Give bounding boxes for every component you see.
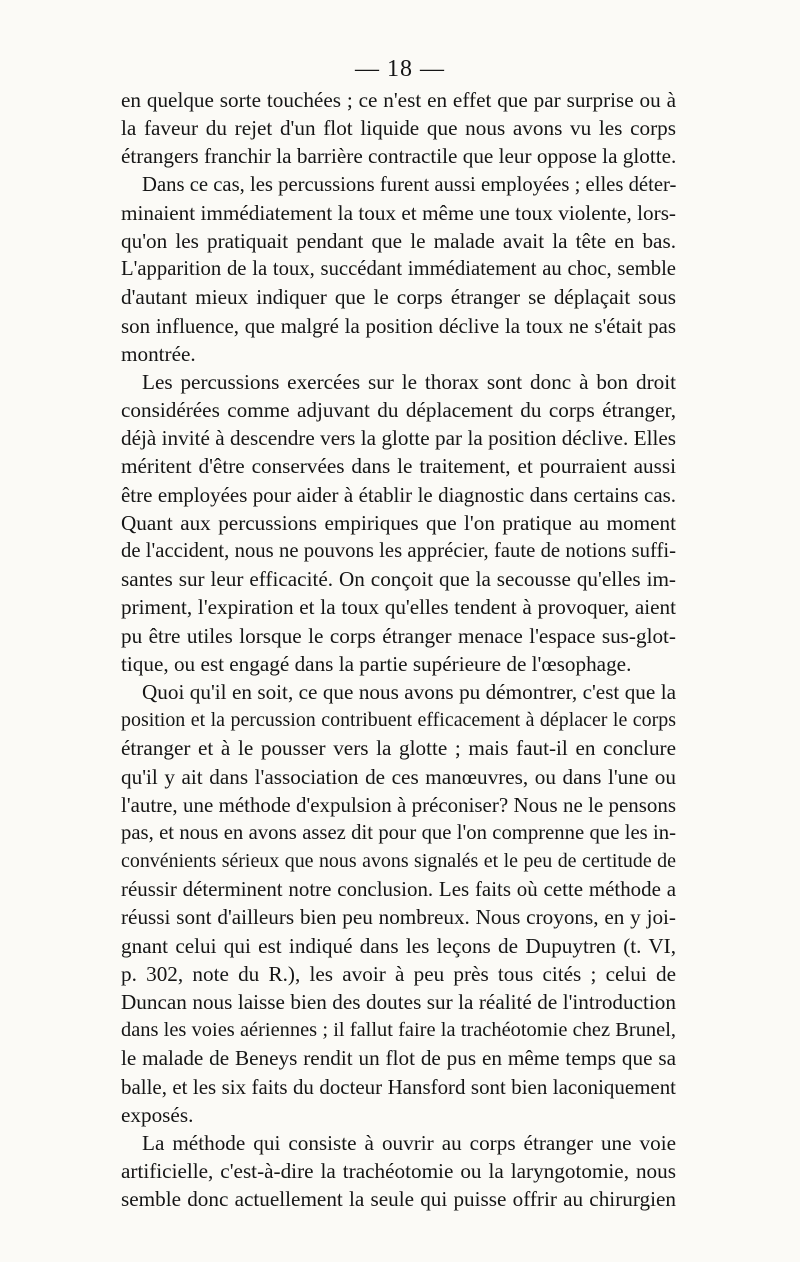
page-number: — 18 — [355, 56, 445, 82]
text-line: position et la percussion contribuent efficacement à déplacer le corps [121, 709, 676, 732]
text-line: la faveur du rejet d'un flot liquide que nous avons vu les corps [121, 116, 676, 141]
text-line: réussir déterminent notre conclusion. Les faits où cette méthode a [121, 877, 676, 902]
text-line: minaient immédiatement la toux et même une toux violente, lors- [121, 200, 676, 225]
text-line: convénients sérieux que nous avons signalés et le peu de certitude de [121, 850, 676, 873]
text-line: Dans ce cas, les percussions furent aussi employées ; elles déter- [142, 173, 677, 196]
text-line: santes sur leur efficacité. On conçoit que la secousse qu'elles im- [121, 567, 676, 592]
text-line: méritent d'être conservées dans le traitement, et pourraient aussi [121, 454, 676, 479]
text-line: semble donc actuellement la seule qui puisse offrir au chirurgien [121, 1187, 676, 1212]
text-line: qu'il y ait dans l'association de ces manœuvres, ou dans l'une ou [121, 764, 676, 789]
text-line: pu être utiles lorsque le corps étranger menace l'espace sus-glot- [121, 623, 676, 648]
text-line: L'apparition de la toux, succédant immédiatement au choc, semble [121, 258, 676, 281]
text-line: p. 302, note du R.), les avoir à peu près tous cités ; celui de [121, 961, 676, 986]
text-line: l'autre, une méthode d'expulsion à préconiser? Nous ne le pensons [121, 792, 676, 817]
text-line: étranger et à le pousser vers la glotte ; mais faut-il en conclure [121, 736, 676, 761]
text-line: étrangers franchir la barrière contractile que leur oppose la glotte. [121, 144, 677, 169]
text-line: artificielle, c'est-à-dire la trachéotomie ou la laryngotomie, nous [121, 1159, 676, 1184]
text-line: considérées comme adjuvant du déplacement du corps étranger, [121, 398, 676, 423]
text-line: le malade de Beneys rendit un flot de pus en même temps que sa [121, 1046, 676, 1071]
text-line: pas, et nous en avons assez dit pour que l'on comprenne que les in- [121, 821, 676, 844]
text-line: exposés. [121, 1102, 194, 1127]
text-line: être employées pour aider à établir le diagnostic dans certains cas. [121, 482, 676, 507]
body-text [121, 86, 676, 1214]
text-line: La méthode qui consiste à ouvrir au corps étranger une voie [142, 1130, 676, 1155]
text-line: priment, l'expiration et la toux qu'elles tendent à provoquer, aient [121, 595, 676, 620]
text-line: balle, et les six faits du docteur Hansford sont bien laconiquement [121, 1074, 676, 1099]
text-line: Duncan nous laisse bien des doutes sur la réalité de l'introduction [121, 990, 676, 1014]
text-line: qu'on les pratiquait pendant que le malade avait la tête en bas. [121, 228, 676, 253]
text-line: d'autant mieux indiquer que le corps étranger se déplaçait sous [121, 285, 676, 310]
text-line: son influence, que malgré la position déclive la toux ne s'était pas [121, 313, 676, 338]
text-line: montrée. [121, 341, 196, 366]
text-line: Quoi qu'il en soit, ce que nous avons pu démontrer, c'est que la [142, 679, 676, 704]
text-line: Quant aux percussions empiriques que l'on pratique au moment [121, 510, 676, 535]
text-line: de l'accident, nous ne pouvons les apprécier, faute de notions suffi- [121, 540, 676, 562]
text-line: dans les voies aériennes ; il fallut faire la trachéotomie chez Brunel, [121, 1019, 676, 1042]
text-line: gnant celui qui est indiqué dans les leçons de Dupuytren (t. VI, [121, 933, 676, 958]
text-line: réussi sont d'ailleurs bien peu nombreux. Nous croyons, en y joi- [121, 905, 676, 930]
text-line: tique, ou est engagé dans la partie supérieure de l'œsophage. [121, 651, 632, 676]
text-line: en quelque sorte touchées ; ce n'est en effet que par surprise ou à [121, 88, 676, 112]
text-line: déjà invité à descendre vers la glotte par la position déclive. Elles [121, 426, 676, 451]
text-line: Les percussions exercées sur le thorax sont donc à bon droit [142, 369, 676, 394]
